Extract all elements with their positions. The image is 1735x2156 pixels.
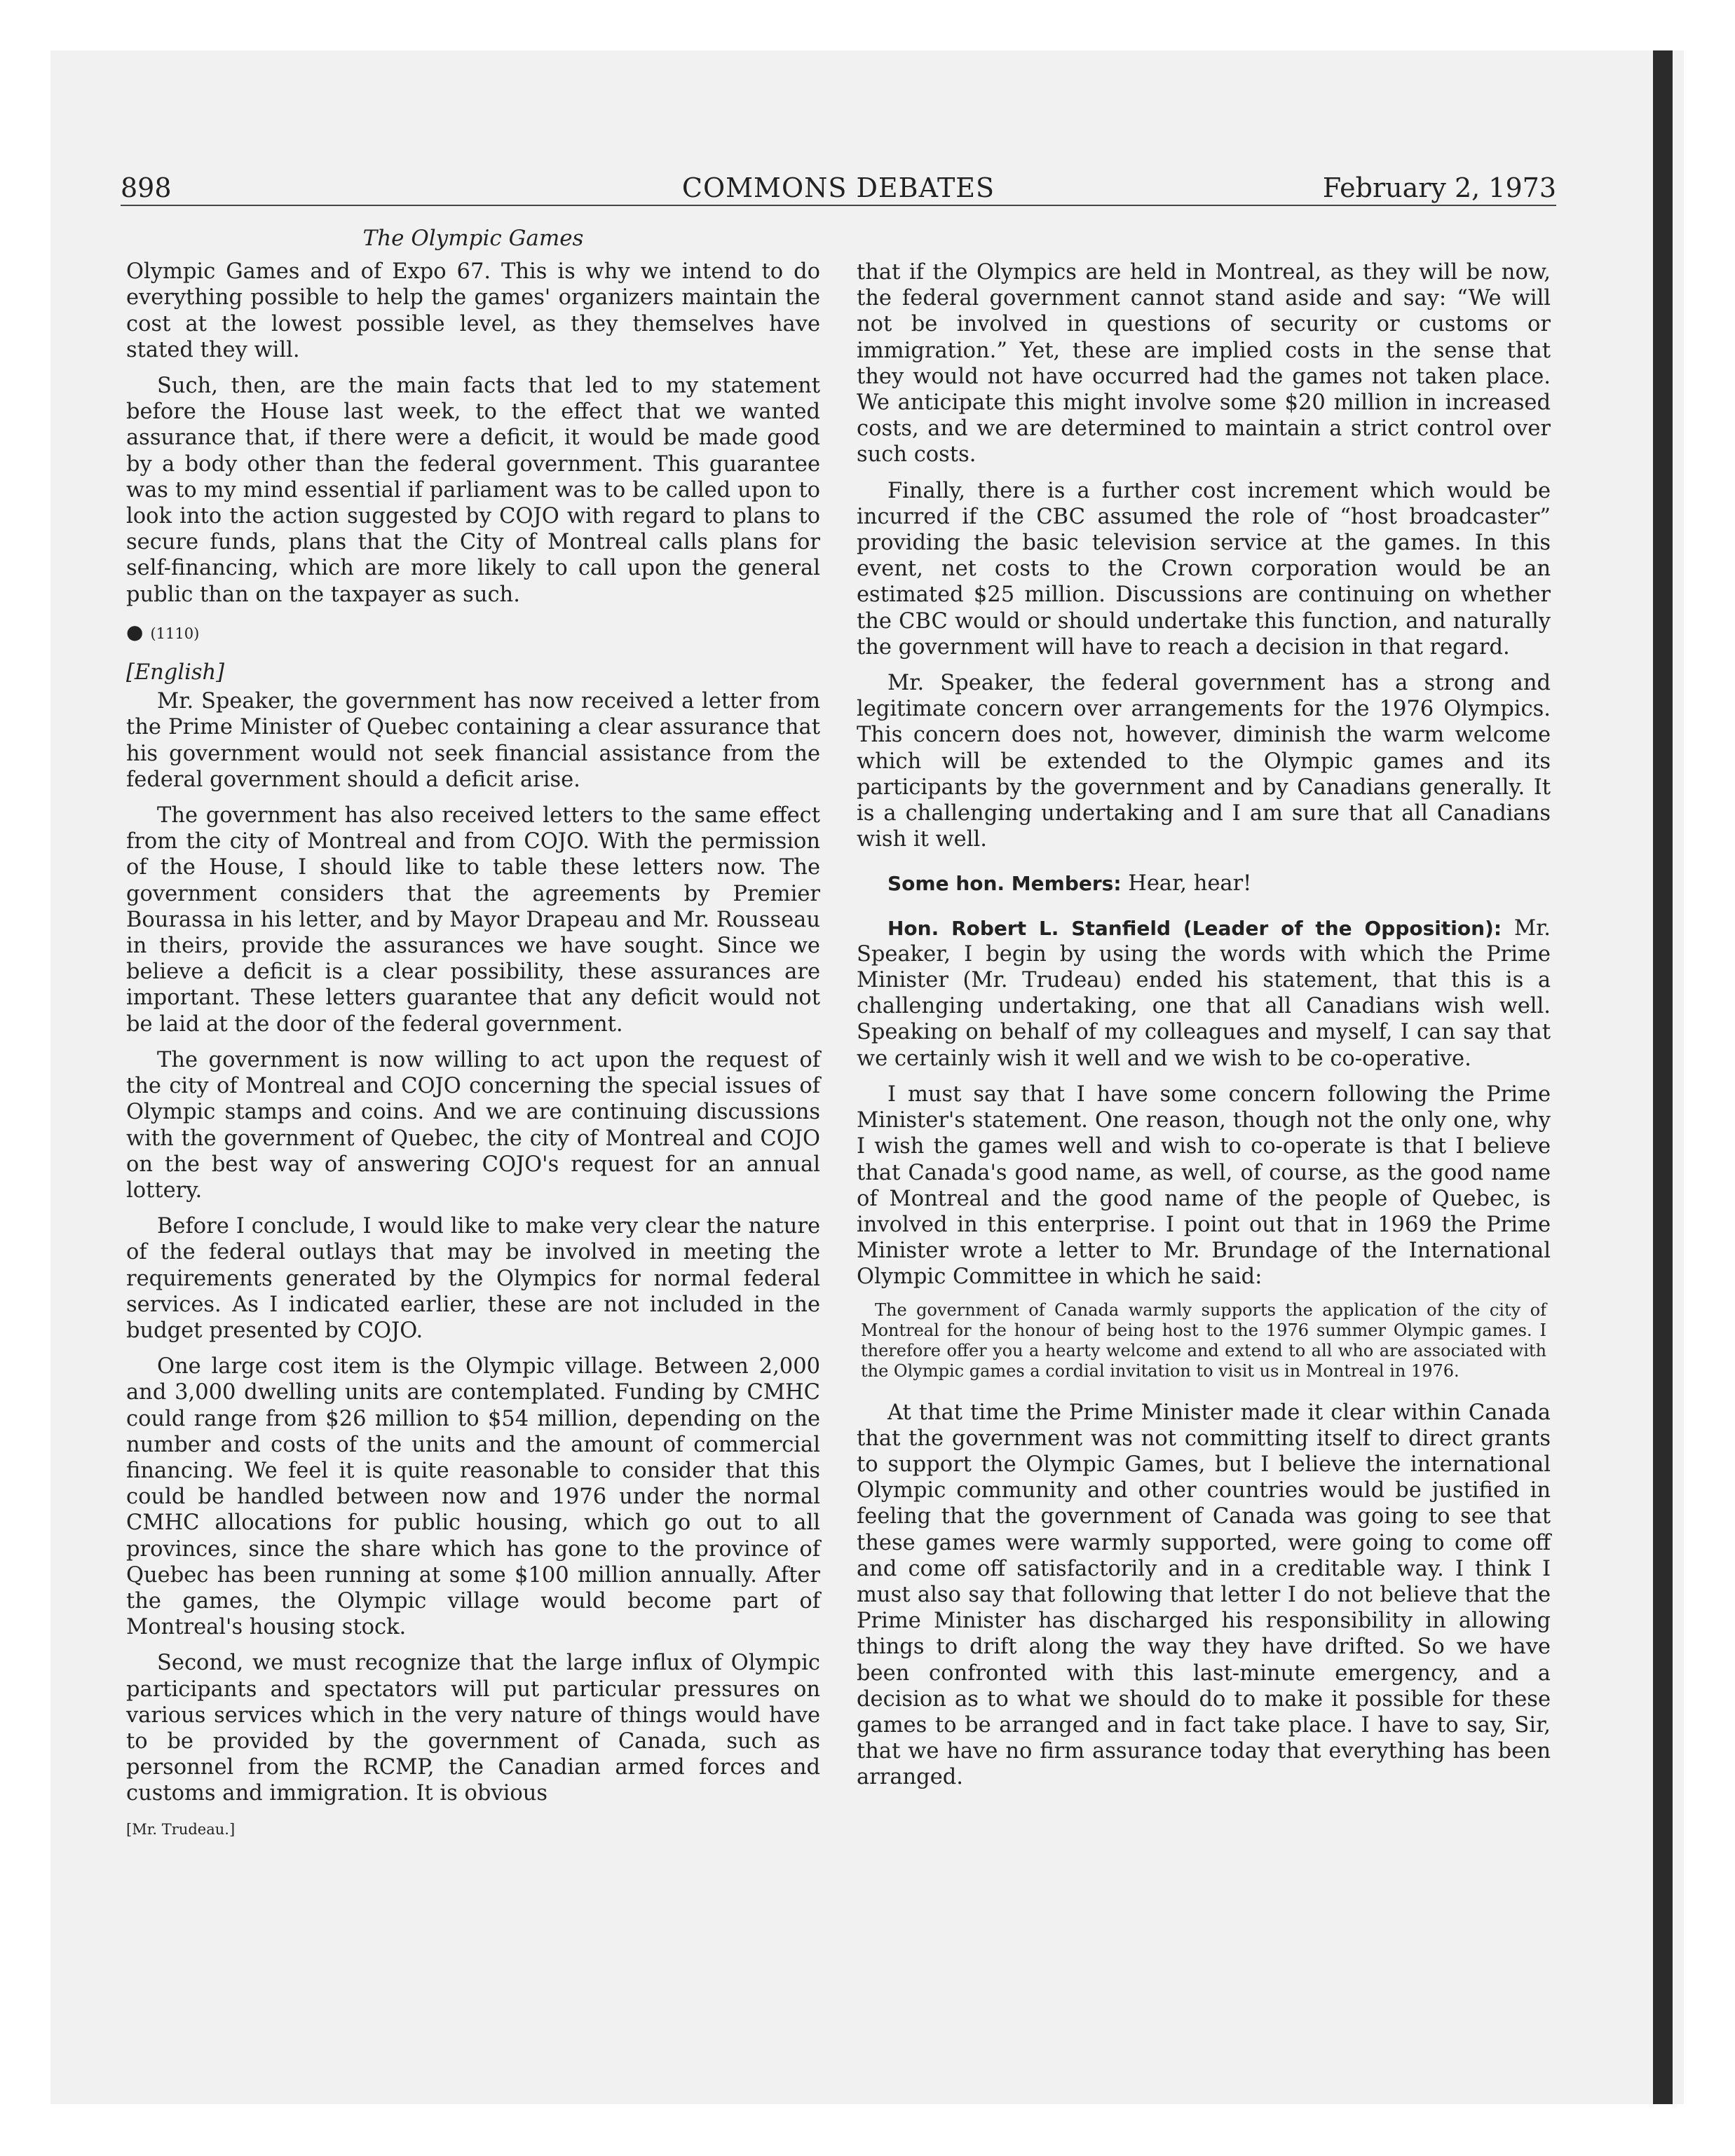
time-marker (126, 619, 820, 647)
paragraph: The government has also received letters to the same effect from the city of Montreal and from COJO. With the permission of the House, I should like to table these letters now. The government considers that the agreements by Premier Bourassa in his letter, and by Mayor Drapeau and Mr. Rousseau in theirs, provide the assurances we have sought. Since we believe a deficit is a clear possibility, these assurances are important. These letters guarantee that any deficit would not be laid at the door of the federal government. (126, 803, 820, 1037)
time-marker-text: (1110) (150, 625, 200, 642)
right-column (857, 259, 1551, 1801)
paragraph: Olympic Games and of Expo 67. This is why we intend to do everything possible to help the games' organizers maintain the cost at the lowest possible level, as they themselves have stated they will. (126, 259, 820, 362)
language-note: [English] (126, 660, 225, 685)
interjection (857, 871, 1551, 896)
paragraph: The government is now willing to act upon the request of the city of Montreal and COJO concerning the special issues of Olympic stamps and coins. And we are continuing discussions with the government of Quebec, the city of Montreal and COJO on the best way of answering COJO's request for an annual lottery. (126, 1047, 820, 1203)
bullet-icon: ● (126, 620, 144, 643)
paragraph: Mr. Speaker, the federal government has a strong and legitimate concern over arrangements for the 1976 Olympics. This concern does not, however, diminish the warm welcome which will be extended to the Olympic games and its participants by the government and by Canadians generally. It is a challenging undertaking and I am sure that all Canadians wish it well. (857, 671, 1551, 852)
header-rule (121, 205, 1556, 206)
page-date: February 2, 1973 (1322, 172, 1556, 203)
paragraph: Mr. Speaker, the government has now received a letter from the Prime Minister of Quebec containing a clear assurance that his government would not seek financial assistance from the federal government should a deficit arise. (126, 689, 820, 792)
paragraph: Such, then, are the main facts that led to my statement before the House last week, to the effect that we wanted assurance that, if there were a deficit, it would be made good by a body other than the federal government. This guarantee was to my mind essential if parliament was to be called upon to look into the action suggested by COJO with regard to plans to secure funds, plans that the City of Montreal calls plans for self-financing, which are more likely to call upon the general public than on the taxpayer as such. (126, 374, 820, 607)
paragraph: Finally, there is a further cost increment which would be incurred if the CBC assumed the role of “host broadcaster” providing the basic television service at the games. In this event, net costs to the Crown corporation would be an estimated $25 million. Discussions are continuing on whether the CBC would or should undertake this function, and naturally the government will have to reach a decision in that regard. (857, 478, 1551, 660)
paragraph: One large cost item is the Olympic village. Between 2,000 and 3,000 dwelling units are contemplated. Funding by CMHC could range from $26 million to $54 million, depending on the number and costs of the units and the amount of commercial financing. We feel it is quite reasonable to consider that this could be handled between now and 1976 under the normal CMHC allocations for public housing, which go out to all provinces, since the share which has gone to the province of Quebec has been running at some $100 million annually. After the games, the Olympic village would become part of Montreal's housing stock. (126, 1354, 820, 1640)
speaker-name: Hon. Robert L. Stanfield (Leader of the Opposition): (887, 916, 1502, 940)
scan-edge-shadow (1653, 50, 1673, 2104)
paragraph: At that time the Prime Minister made it clear within Canada that the government was not committing itself to direct grants to support the Olympic Games, but I believe the international Olympic community and other countries would be justified in feeling that the government of Canada was going to see that these games were warmly supported, were going to come off and come off satisfactorily and in a creditable way. I think I must also say that following that letter I do not believe that the Prime Minister has discharged his responsibility in allowing things to drift along the way they have drifted. So we have been confronted with this last-minute emergency, and a decision as to what we should do to make it possible for these games to be arranged and in fact take place. I have to say, Sir, that we have no firm assurance today that everything has been arranged. (857, 1400, 1551, 1790)
running-title: The Olympic Games (362, 226, 584, 251)
speaker-footnote: [Mr. Trudeau.] (126, 1820, 236, 1838)
speaker-text: Hear, hear! (1121, 871, 1252, 896)
paragraph: that if the Olympics are held in Montreal, as they will be now, the federal government cannot stand aside and say: “We will not be involved in questions of security or customs or immigration.” Yet, these are implied costs in the sense that they would not have occurred had the games not taken place. We anticipate this might involve some $20 million in increased costs, and we are determined to maintain a strict control over such costs. (857, 260, 1551, 468)
page-number: 898 (121, 172, 172, 203)
paragraph: Before I conclude, I would like to make very clear the nature of the federal outlays that may be involved in meeting the requirements generated by the Olympics for normal federal services. As I indicated earlier, these are not included in the budget presented by COJO. (126, 1214, 820, 1343)
speech (857, 915, 1551, 1072)
speaker-text: Mr. Speaker, I begin by using the words with which the Prime Minister (Mr. Trudeau) ended his statement, that this is a challenging undertaking, one that all Canadians wish well. Speaking on behalf of my colleagues and myself, I can say that we certainly wish it well and we wish to be co-operative. (857, 915, 1551, 1071)
left-column (126, 226, 820, 1843)
page-header (121, 171, 1556, 205)
paragraph: Second, we must recognize that the large influx of Olympic participants and spectators will put particular pressures on various services which in the very nature of things would have to be provided by the government of Canada, such as personnel from the RCMP, the Canadian armed forces and customs and immigration. It is obvious (126, 1651, 820, 1806)
publication-title: COMMONS DEBATES (681, 172, 995, 203)
paragraph: I must say that I have some concern following the Prime Minister's statement. One reason, though not the only one, why I wish the games well and wish to co-operate is that I believe that Canada's good name, as well, of course, as the good name of Montreal and the good name of the people of Quebec, is involved in this enterprise. I point out that in 1969 the Prime Minister wrote a letter to Mr. Brundage of the International Olympic Committee in which he said: (857, 1082, 1551, 1290)
speaker-name: Some hon. Members: (887, 872, 1122, 896)
block-quote: The government of Canada warmly supports the application of the city of Montreal for the honour of being host to the 1976 summer Olympic games. I therefore offer you a hearty welcome and extend to all who are associated with the Olympic games a cordial invitation to visit us in Montreal in 1976. (861, 1299, 1546, 1381)
